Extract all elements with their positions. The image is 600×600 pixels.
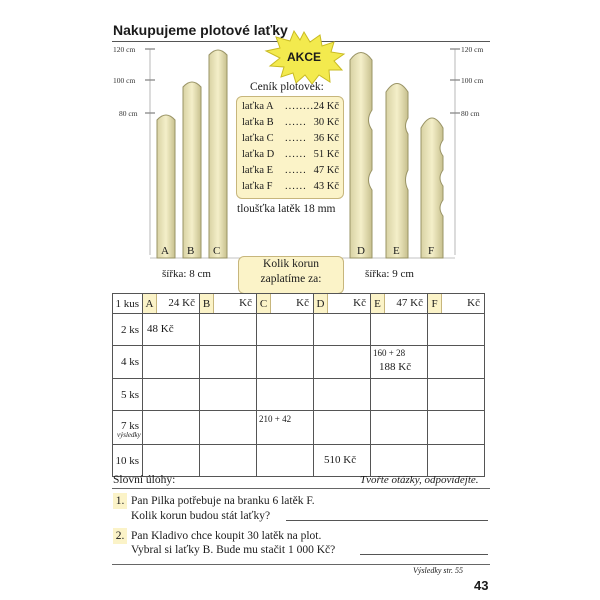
results-reference: Výsledky str. 55 <box>413 566 463 575</box>
cell-a-2[interactable]: 48 Kč <box>143 314 200 346</box>
row-label: 4 ks <box>113 346 143 379</box>
row-label: 7 ks výsledky <box>113 411 143 445</box>
header-cell-f: F Kč <box>428 294 485 314</box>
slat-label-a: A <box>161 245 169 257</box>
scale-label-100-left: 100 cm <box>113 76 136 85</box>
table-row-10 <box>113 445 485 477</box>
cell-c-7[interactable]: 210 + 42 <box>257 411 314 445</box>
row-label: 2 ks <box>113 314 143 346</box>
price-list-heading: Ceník plotovek: <box>250 81 324 93</box>
task-2 <box>113 528 321 544</box>
task-1 <box>113 493 315 509</box>
header-cell-a: A 24 Kč <box>143 294 200 314</box>
cell-a-5[interactable] <box>143 379 200 411</box>
cell-e-4[interactable]: 160 + 28 188 Kč <box>371 346 428 379</box>
task-1-line-2-wrap <box>131 510 270 522</box>
question-line-2: zaplatíme za: <box>260 273 322 285</box>
cell-c-5[interactable] <box>257 379 314 411</box>
task-2-line-1: Pan Kladivo chce koupit 30 latěk na plot. <box>131 530 322 542</box>
cell-b-10[interactable] <box>200 445 257 477</box>
slat-label-f: F <box>428 245 435 257</box>
scale-label-120-left: 120 cm <box>113 45 136 54</box>
question-box <box>238 256 344 294</box>
header-cell-b: B Kč <box>200 294 257 314</box>
scale-label-100-right: 100 cm <box>461 76 484 85</box>
slat-b <box>183 82 201 258</box>
cell-c-10[interactable] <box>257 445 314 477</box>
cell-e-7[interactable] <box>371 411 428 445</box>
slat-label-e: E <box>393 245 400 257</box>
row-label: 1 kus <box>113 294 143 314</box>
tasks-instruction: Tvořte otázky, odpovídejte. <box>360 474 479 486</box>
table-row-5 <box>113 379 485 411</box>
row-label: 5 ks <box>113 379 143 411</box>
task-1-line-1: Pan Pilka potřebuje na branku 6 latěk F. <box>131 495 315 507</box>
slat-label-c: C <box>213 245 221 257</box>
task-1-number: 1. <box>113 493 127 509</box>
cell-d-10[interactable]: 510 Kč <box>314 445 371 477</box>
table-header-row <box>113 294 485 314</box>
slat-d <box>350 53 372 259</box>
cell-b-7[interactable] <box>200 411 257 445</box>
width-label-right: šířka: 9 cm <box>365 268 414 280</box>
slat-label-b: B <box>187 245 195 257</box>
cell-a-7[interactable] <box>143 411 200 445</box>
badge-text: AKCE <box>286 50 322 64</box>
tasks-divider <box>112 488 490 489</box>
price-table <box>112 293 485 477</box>
task-2-answer-field[interactable] <box>360 542 488 555</box>
cell-f-7[interactable] <box>428 411 485 445</box>
thickness-note: tloušťka latěk 18 mm <box>237 203 336 215</box>
tasks-heading: Slovní úlohy: <box>113 474 176 486</box>
table-row-2 <box>113 314 485 346</box>
cell-e-10[interactable] <box>371 445 428 477</box>
slat-c <box>209 50 227 258</box>
task-1-line-2: Kolik korun budou stát laťky? <box>131 510 271 522</box>
table-row-4 <box>113 346 485 379</box>
cell-e-2[interactable] <box>371 314 428 346</box>
task-1-answer-field[interactable] <box>286 508 488 521</box>
cell-d-4[interactable] <box>314 346 371 379</box>
cell-e-5[interactable] <box>371 379 428 411</box>
results-tag: výsledky <box>117 431 141 439</box>
cell-d-7[interactable] <box>314 411 371 445</box>
cell-c-4[interactable] <box>257 346 314 379</box>
scale-label-80-left: 80 cm <box>119 109 138 118</box>
task-2-line-2-wrap <box>131 544 335 556</box>
price-list: laťka A ........ 24 Kč laťka B ...... 30 Kč laťka C ...... 36 Kč laťka D ...... 51 Kč laťka E ...... 47 Kč laťka F ...... 43 Kč <box>236 96 344 199</box>
cell-f-4[interactable] <box>428 346 485 379</box>
cell-b-5[interactable] <box>200 379 257 411</box>
table-row-7 <box>113 411 485 445</box>
width-label-left: šířka: 8 cm <box>162 268 211 280</box>
task-2-line-2: Vybral si laťky B. Bude mu stačit 1 000 Kč? <box>131 544 336 556</box>
scale-label-80-right: 80 cm <box>461 109 480 118</box>
header-cell-d: D Kč <box>314 294 371 314</box>
cell-b-4[interactable] <box>200 346 257 379</box>
cell-f-2[interactable] <box>428 314 485 346</box>
page-title: Nakupujeme plotové laťky <box>113 22 288 38</box>
scale-label-120-right: 120 cm <box>461 45 484 54</box>
slat-e <box>386 84 408 259</box>
cell-d-2[interactable] <box>314 314 371 346</box>
header-cell-e: E 47 Kč <box>371 294 428 314</box>
cell-d-5[interactable] <box>314 379 371 411</box>
task-2-number: 2. <box>113 528 127 544</box>
cell-f-10[interactable] <box>428 445 485 477</box>
slat-a <box>157 115 175 258</box>
cell-a-10[interactable] <box>143 445 200 477</box>
cell-b-2[interactable] <box>200 314 257 346</box>
question-line-1: Kolik korun <box>263 258 319 270</box>
page-number: 43 <box>474 578 489 593</box>
slat-f <box>421 118 443 258</box>
cell-f-5[interactable] <box>428 379 485 411</box>
slat-label-d: D <box>357 245 365 257</box>
cell-c-2[interactable] <box>257 314 314 346</box>
footer-divider <box>112 564 490 565</box>
cell-a-4[interactable] <box>143 346 200 379</box>
promo-badge <box>262 30 346 84</box>
header-cell-c: C Kč <box>257 294 314 314</box>
row-label: 10 ks <box>113 445 143 477</box>
